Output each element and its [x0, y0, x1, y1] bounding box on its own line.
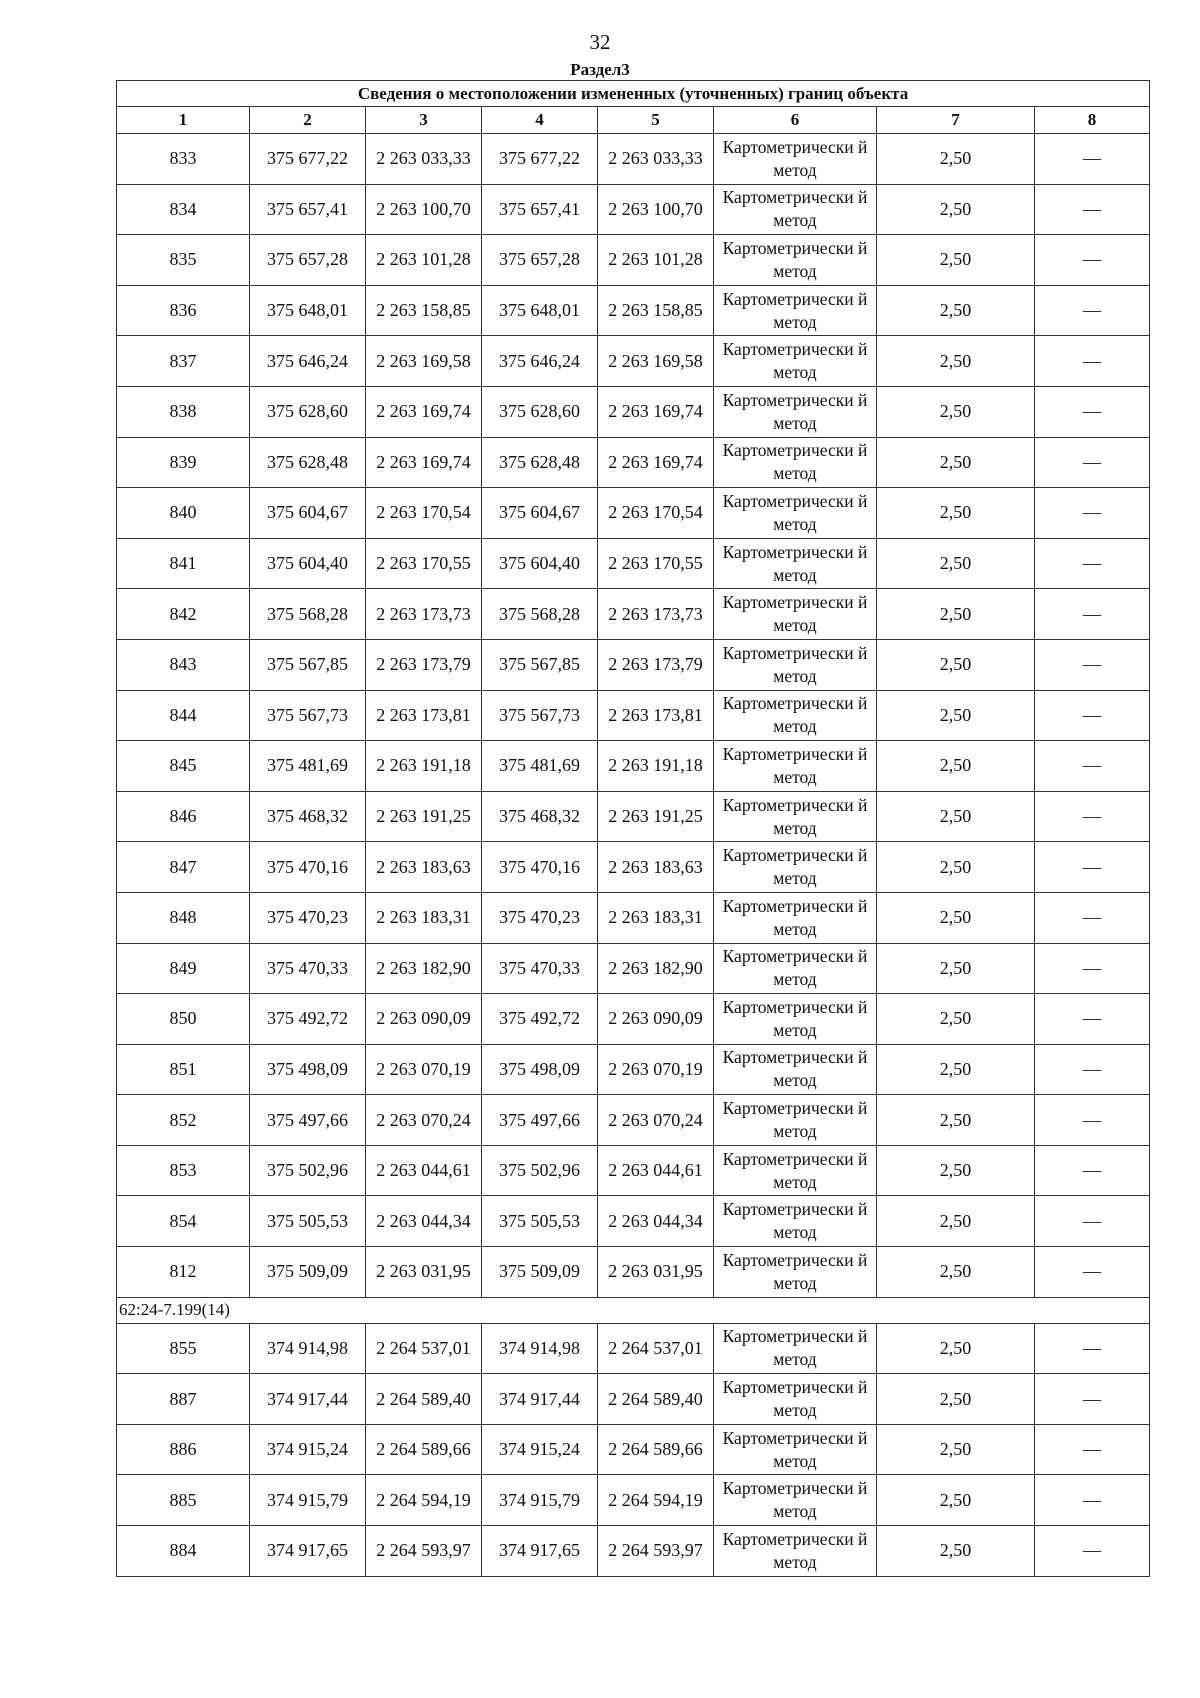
cell-accuracy: 2,50 [877, 741, 1035, 792]
cell-y-existing: 2 263 033,33 [366, 134, 482, 185]
cell-point-number: 842 [117, 589, 250, 640]
cell-x-existing: 375 470,23 [250, 892, 366, 943]
cell-point-number: 855 [117, 1323, 250, 1374]
column-header-5: 5 [598, 107, 714, 134]
cell-description: — [1035, 741, 1150, 792]
cell-method: Картометрически й метод [714, 386, 877, 437]
cell-y-new: 2 263 044,34 [598, 1196, 714, 1247]
column-header-1: 1 [117, 107, 250, 134]
cell-method: Картометрически й метод [714, 235, 877, 286]
cell-y-existing: 2 263 173,81 [366, 690, 482, 741]
column-header-row [117, 107, 1150, 134]
table-row [117, 1196, 1150, 1247]
cell-accuracy: 2,50 [877, 1475, 1035, 1526]
cell-y-existing: 2 263 044,34 [366, 1196, 482, 1247]
table-row [117, 235, 1150, 286]
cell-x-existing: 375 481,69 [250, 741, 366, 792]
cell-accuracy: 2,50 [877, 1247, 1035, 1298]
cell-point-number: 834 [117, 184, 250, 235]
cell-point-number: 846 [117, 791, 250, 842]
cell-point-number: 839 [117, 437, 250, 488]
cell-x-new: 375 648,01 [482, 285, 598, 336]
cell-method: Картометрически й метод [714, 285, 877, 336]
cell-method: Картометрически й метод [714, 1424, 877, 1475]
cell-y-existing: 2 263 100,70 [366, 184, 482, 235]
cell-x-existing: 375 628,48 [250, 437, 366, 488]
cell-x-existing: 375 657,28 [250, 235, 366, 286]
cell-y-existing: 2 263 173,73 [366, 589, 482, 640]
cell-accuracy: 2,50 [877, 791, 1035, 842]
table-row [117, 1095, 1150, 1146]
cell-x-existing: 375 567,73 [250, 690, 366, 741]
table-row [117, 1323, 1150, 1374]
cell-point-number: 853 [117, 1145, 250, 1196]
cell-accuracy: 2,50 [877, 892, 1035, 943]
cell-point-number: 886 [117, 1424, 250, 1475]
table-row [117, 994, 1150, 1045]
cell-x-new: 375 509,09 [482, 1247, 598, 1298]
cell-y-new: 2 263 070,24 [598, 1095, 714, 1146]
cell-y-existing: 2 264 537,01 [366, 1323, 482, 1374]
cell-y-new: 2 263 100,70 [598, 184, 714, 235]
cell-x-new: 375 481,69 [482, 741, 598, 792]
table-row [117, 690, 1150, 741]
column-header-3: 3 [366, 107, 482, 134]
cell-x-existing: 374 914,98 [250, 1323, 366, 1374]
cell-x-existing: 375 604,67 [250, 488, 366, 539]
cell-description: — [1035, 285, 1150, 336]
column-header-8: 8 [1035, 107, 1150, 134]
cell-description: — [1035, 184, 1150, 235]
cell-point-number: 812 [117, 1247, 250, 1298]
cell-x-existing: 375 567,85 [250, 639, 366, 690]
cell-method: Картометрически й метод [714, 892, 877, 943]
cell-method: Картометрически й метод [714, 1095, 877, 1146]
table-row [117, 538, 1150, 589]
cell-description: — [1035, 1323, 1150, 1374]
cell-method: Картометрически й метод [714, 1044, 877, 1095]
table-row [117, 589, 1150, 640]
cell-accuracy: 2,50 [877, 639, 1035, 690]
cell-description: — [1035, 134, 1150, 185]
cell-x-new: 375 468,32 [482, 791, 598, 842]
cell-description: — [1035, 892, 1150, 943]
cell-x-existing: 375 677,22 [250, 134, 366, 185]
cell-accuracy: 2,50 [877, 1424, 1035, 1475]
cell-description: — [1035, 1145, 1150, 1196]
cell-method: Картометрически й метод [714, 589, 877, 640]
cell-method: Картометрически й метод [714, 134, 877, 185]
cell-y-existing: 2 263 170,55 [366, 538, 482, 589]
cell-y-existing: 2 263 191,25 [366, 791, 482, 842]
cell-y-existing: 2 264 593,97 [366, 1526, 482, 1577]
cell-y-new: 2 263 031,95 [598, 1247, 714, 1298]
cell-x-new: 375 567,85 [482, 639, 598, 690]
cell-x-new: 375 492,72 [482, 994, 598, 1045]
cell-accuracy: 2,50 [877, 943, 1035, 994]
cell-x-existing: 375 604,40 [250, 538, 366, 589]
cell-method: Картометрически й метод [714, 1323, 877, 1374]
cell-y-new: 2 263 169,74 [598, 386, 714, 437]
table-row [117, 1475, 1150, 1526]
cell-description: — [1035, 1196, 1150, 1247]
cell-x-new: 375 470,16 [482, 842, 598, 893]
table-row [117, 892, 1150, 943]
cell-point-number: 854 [117, 1196, 250, 1247]
cell-accuracy: 2,50 [877, 235, 1035, 286]
cell-point-number: 885 [117, 1475, 250, 1526]
group-header-row [117, 1297, 1150, 1323]
table-row [117, 488, 1150, 539]
cell-x-new: 375 497,66 [482, 1095, 598, 1146]
cell-x-existing: 375 497,66 [250, 1095, 366, 1146]
cell-point-number: 844 [117, 690, 250, 741]
section-label: Раздел3 [570, 60, 630, 79]
cell-description: — [1035, 690, 1150, 741]
cell-accuracy: 2,50 [877, 336, 1035, 387]
cell-method: Картометрически й метод [714, 1475, 877, 1526]
cell-x-existing: 374 915,24 [250, 1424, 366, 1475]
cell-x-new: 375 498,09 [482, 1044, 598, 1095]
cell-y-new: 2 263 183,31 [598, 892, 714, 943]
cell-y-existing: 2 263 031,95 [366, 1247, 482, 1298]
cell-y-existing: 2 263 070,24 [366, 1095, 482, 1146]
cell-y-existing: 2 263 090,09 [366, 994, 482, 1045]
cell-point-number: 850 [117, 994, 250, 1045]
table-row [117, 1044, 1150, 1095]
cell-x-existing: 375 628,60 [250, 386, 366, 437]
cell-accuracy: 2,50 [877, 842, 1035, 893]
column-header-6: 6 [714, 107, 877, 134]
cell-y-new: 2 263 090,09 [598, 994, 714, 1045]
cell-point-number: 884 [117, 1526, 250, 1577]
cell-y-existing: 2 263 182,90 [366, 943, 482, 994]
cell-accuracy: 2,50 [877, 1526, 1035, 1577]
cell-x-existing: 375 470,33 [250, 943, 366, 994]
cell-y-new: 2 264 593,97 [598, 1526, 714, 1577]
cell-description: — [1035, 589, 1150, 640]
cell-x-existing: 375 509,09 [250, 1247, 366, 1298]
cell-method: Картометрически й метод [714, 943, 877, 994]
cell-method: Картометрически й метод [714, 1196, 877, 1247]
table-body [117, 134, 1150, 1577]
cell-accuracy: 2,50 [877, 386, 1035, 437]
cell-description: — [1035, 437, 1150, 488]
cell-accuracy: 2,50 [877, 994, 1035, 1045]
cell-y-new: 2 263 170,55 [598, 538, 714, 589]
cell-y-new: 2 263 170,54 [598, 488, 714, 539]
cell-x-existing: 375 646,24 [250, 336, 366, 387]
cell-method: Картометрически й метод [714, 1374, 877, 1425]
cell-method: Картометрически й метод [714, 437, 877, 488]
cell-accuracy: 2,50 [877, 589, 1035, 640]
cell-y-new: 2 263 033,33 [598, 134, 714, 185]
cell-method: Картометрически й метод [714, 336, 877, 387]
cell-y-new: 2 264 589,66 [598, 1424, 714, 1475]
cell-point-number: 849 [117, 943, 250, 994]
page-number: 32 [589, 30, 611, 54]
cell-y-existing: 2 264 589,40 [366, 1374, 482, 1425]
cell-description: — [1035, 842, 1150, 893]
cell-method: Картометрически й метод [714, 994, 877, 1045]
table-caption: Сведения о местоположении измененных (уточненных) границ объекта [117, 81, 1150, 107]
cell-x-new: 375 646,24 [482, 336, 598, 387]
cell-method: Картометрически й метод [714, 842, 877, 893]
cell-description: — [1035, 1475, 1150, 1526]
cell-point-number: 835 [117, 235, 250, 286]
table-row [117, 336, 1150, 387]
cell-y-new: 2 264 589,40 [598, 1374, 714, 1425]
cell-x-existing: 375 648,01 [250, 285, 366, 336]
cell-description: — [1035, 1424, 1150, 1475]
cell-y-existing: 2 263 183,31 [366, 892, 482, 943]
cell-y-new: 2 263 173,73 [598, 589, 714, 640]
cell-accuracy: 2,50 [877, 1044, 1035, 1095]
cell-x-new: 375 628,48 [482, 437, 598, 488]
cell-y-existing: 2 263 044,61 [366, 1145, 482, 1196]
cell-y-existing: 2 263 169,74 [366, 437, 482, 488]
cell-y-new: 2 263 101,28 [598, 235, 714, 286]
cell-y-existing: 2 263 183,63 [366, 842, 482, 893]
table-row [117, 791, 1150, 842]
cell-y-existing: 2 263 173,79 [366, 639, 482, 690]
cell-accuracy: 2,50 [877, 285, 1035, 336]
table-row [117, 1374, 1150, 1425]
cell-y-new: 2 263 183,63 [598, 842, 714, 893]
cell-description: — [1035, 386, 1150, 437]
table-row [117, 1247, 1150, 1298]
cell-point-number: 841 [117, 538, 250, 589]
cell-accuracy: 2,50 [877, 437, 1035, 488]
cell-x-new: 375 502,96 [482, 1145, 598, 1196]
cell-description: — [1035, 943, 1150, 994]
cell-description: — [1035, 639, 1150, 690]
cell-accuracy: 2,50 [877, 488, 1035, 539]
cell-x-existing: 375 492,72 [250, 994, 366, 1045]
cell-accuracy: 2,50 [877, 1323, 1035, 1374]
cell-y-existing: 2 263 191,18 [366, 741, 482, 792]
boundary-coordinates-table [116, 80, 1150, 1577]
table-row [117, 1526, 1150, 1577]
table-row [117, 437, 1150, 488]
cell-y-new: 2 263 191,18 [598, 741, 714, 792]
cell-y-existing: 2 263 169,58 [366, 336, 482, 387]
cell-y-new: 2 263 191,25 [598, 791, 714, 842]
cell-x-existing: 374 915,79 [250, 1475, 366, 1526]
cell-method: Картометрически й метод [714, 538, 877, 589]
cell-x-new: 375 470,23 [482, 892, 598, 943]
cell-method: Картометрически й метод [714, 791, 877, 842]
cell-description: — [1035, 538, 1150, 589]
cell-point-number: 838 [117, 386, 250, 437]
cell-x-existing: 375 502,96 [250, 1145, 366, 1196]
cell-y-new: 2 263 173,79 [598, 639, 714, 690]
cell-accuracy: 2,50 [877, 184, 1035, 235]
cell-y-new: 2 263 182,90 [598, 943, 714, 994]
cell-method: Картометрически й метод [714, 1145, 877, 1196]
cell-point-number: 836 [117, 285, 250, 336]
cell-y-existing: 2 263 158,85 [366, 285, 482, 336]
cell-x-existing: 375 468,32 [250, 791, 366, 842]
table-row [117, 386, 1150, 437]
cell-accuracy: 2,50 [877, 1196, 1035, 1247]
cell-point-number: 887 [117, 1374, 250, 1425]
cell-y-new: 2 263 044,61 [598, 1145, 714, 1196]
cell-y-new: 2 263 070,19 [598, 1044, 714, 1095]
cell-x-new: 375 657,28 [482, 235, 598, 286]
table-row [117, 943, 1150, 994]
cell-description: — [1035, 235, 1150, 286]
cell-description: — [1035, 488, 1150, 539]
cell-y-new: 2 263 173,81 [598, 690, 714, 741]
table-row [117, 639, 1150, 690]
cell-y-new: 2 264 537,01 [598, 1323, 714, 1374]
cell-point-number: 833 [117, 134, 250, 185]
cell-x-new: 374 914,98 [482, 1323, 598, 1374]
cell-x-existing: 375 657,41 [250, 184, 366, 235]
cell-x-existing: 375 498,09 [250, 1044, 366, 1095]
cell-accuracy: 2,50 [877, 690, 1035, 741]
cell-accuracy: 2,50 [877, 134, 1035, 185]
cell-accuracy: 2,50 [877, 1145, 1035, 1196]
cell-y-existing: 2 263 170,54 [366, 488, 482, 539]
table-row [117, 134, 1150, 185]
cell-x-new: 375 657,41 [482, 184, 598, 235]
cell-description: — [1035, 1095, 1150, 1146]
cell-x-new: 374 915,79 [482, 1475, 598, 1526]
cell-x-new: 375 505,53 [482, 1196, 598, 1247]
cell-y-existing: 2 264 589,66 [366, 1424, 482, 1475]
cell-x-existing: 375 505,53 [250, 1196, 366, 1247]
table-row [117, 842, 1150, 893]
cell-y-new: 2 264 594,19 [598, 1475, 714, 1526]
cell-x-new: 375 677,22 [482, 134, 598, 185]
cell-accuracy: 2,50 [877, 538, 1035, 589]
cell-accuracy: 2,50 [877, 1374, 1035, 1425]
cell-description: — [1035, 994, 1150, 1045]
cell-description: — [1035, 791, 1150, 842]
cell-point-number: 837 [117, 336, 250, 387]
column-header-2: 2 [250, 107, 366, 134]
cell-y-existing: 2 263 169,74 [366, 386, 482, 437]
cell-x-new: 375 568,28 [482, 589, 598, 640]
cell-x-new: 375 604,67 [482, 488, 598, 539]
cell-point-number: 845 [117, 741, 250, 792]
cell-y-existing: 2 263 070,19 [366, 1044, 482, 1095]
cell-x-new: 375 604,40 [482, 538, 598, 589]
cell-x-new: 374 917,65 [482, 1526, 598, 1577]
cell-x-new: 374 915,24 [482, 1424, 598, 1475]
cell-x-new: 375 567,73 [482, 690, 598, 741]
column-header-7: 7 [877, 107, 1035, 134]
cell-point-number: 847 [117, 842, 250, 893]
table-row [117, 184, 1150, 235]
cell-y-new: 2 263 158,85 [598, 285, 714, 336]
cell-point-number: 843 [117, 639, 250, 690]
cell-x-new: 375 470,33 [482, 943, 598, 994]
table-row [117, 1145, 1150, 1196]
cell-y-new: 2 263 169,74 [598, 437, 714, 488]
cell-method: Картометрически й метод [714, 1247, 877, 1298]
cell-description: — [1035, 1374, 1150, 1425]
group-label: 62:24-7.199(14) [117, 1297, 1150, 1323]
cell-description: — [1035, 336, 1150, 387]
cell-point-number: 852 [117, 1095, 250, 1146]
cell-description: — [1035, 1526, 1150, 1577]
column-header-4: 4 [482, 107, 598, 134]
cell-point-number: 851 [117, 1044, 250, 1095]
cell-y-new: 2 263 169,58 [598, 336, 714, 387]
cell-point-number: 848 [117, 892, 250, 943]
cell-x-existing: 375 568,28 [250, 589, 366, 640]
cell-accuracy: 2,50 [877, 1095, 1035, 1146]
cell-method: Картометрически й метод [714, 488, 877, 539]
cell-x-existing: 374 917,44 [250, 1374, 366, 1425]
cell-point-number: 840 [117, 488, 250, 539]
cell-method: Картометрически й метод [714, 1526, 877, 1577]
cell-y-existing: 2 264 594,19 [366, 1475, 482, 1526]
cell-description: — [1035, 1044, 1150, 1095]
table-row [117, 1424, 1150, 1475]
cell-method: Картометрически й метод [714, 639, 877, 690]
cell-y-existing: 2 263 101,28 [366, 235, 482, 286]
cell-x-new: 375 628,60 [482, 386, 598, 437]
cell-x-existing: 374 917,65 [250, 1526, 366, 1577]
table-row [117, 741, 1150, 792]
cell-x-existing: 375 470,16 [250, 842, 366, 893]
cell-x-new: 374 917,44 [482, 1374, 598, 1425]
cell-description: — [1035, 1247, 1150, 1298]
cell-method: Картометрически й метод [714, 741, 877, 792]
table-row [117, 285, 1150, 336]
cell-method: Картометрически й метод [714, 184, 877, 235]
cell-method: Картометрически й метод [714, 690, 877, 741]
